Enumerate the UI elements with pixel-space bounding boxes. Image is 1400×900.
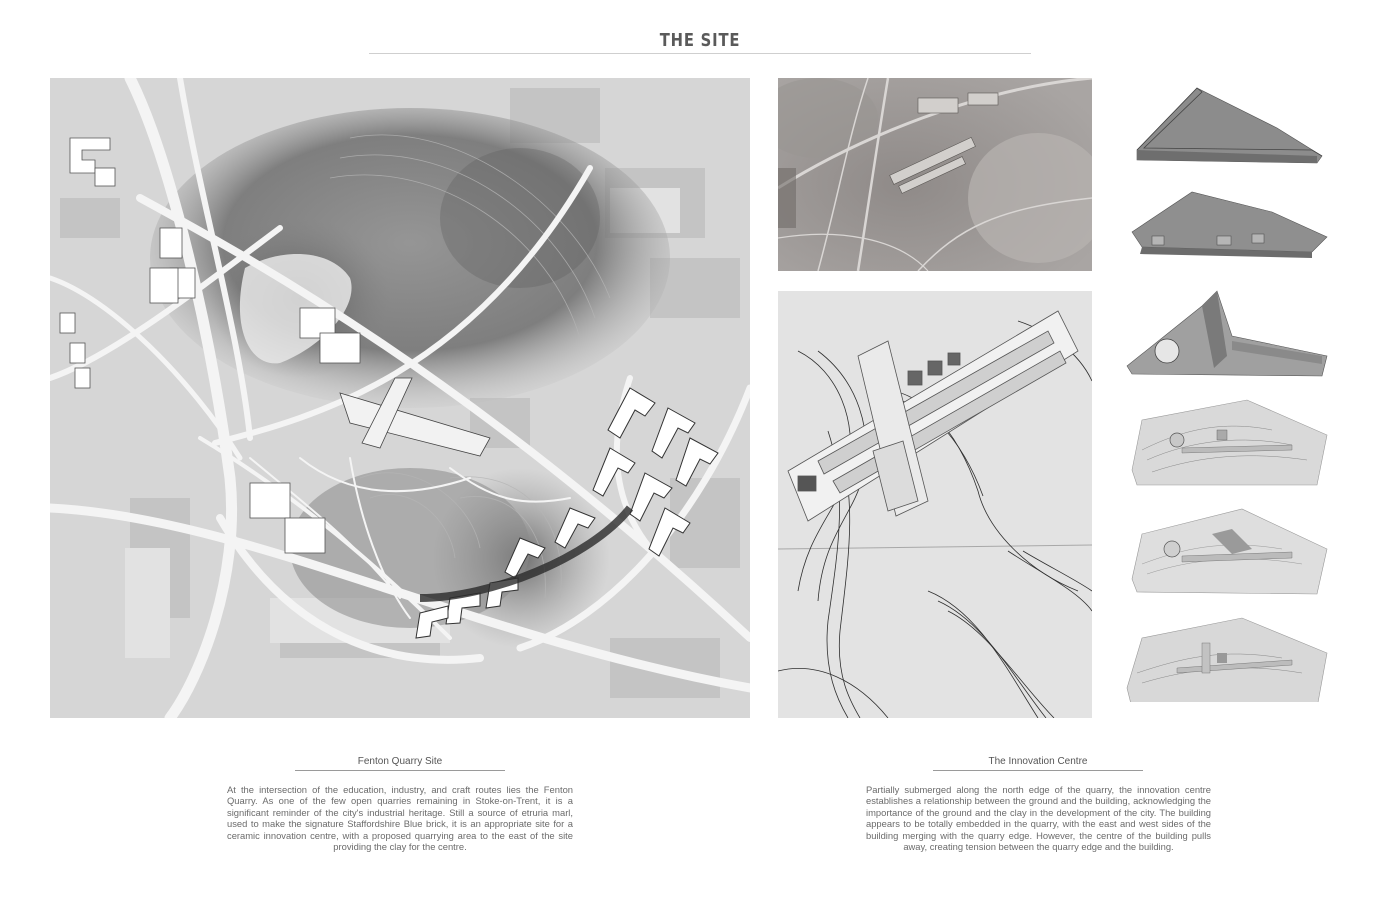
caption-left-rule bbox=[295, 770, 505, 771]
model-thumbnail-4 bbox=[1122, 390, 1332, 494]
caption-left-title: Fenton Quarry Site bbox=[357, 756, 443, 767]
model-thumbnail-6 bbox=[1122, 598, 1332, 702]
caption-left-body: At the intersection of the education, industry, and craft routes lies the Fenton Quarry. As one of the few open quarries remaining in Stoke-on-Trent, it is a significant reminder of the city's industrial heritage. Still a source of etruria marl, used to make the signature Staffordshire Blue brick, it is an appropriate site for a ceramic innovation centre, with a proposed quarrying area to the east of the site providing the clay for the centre. bbox=[227, 784, 573, 853]
page-title: THE SITE bbox=[659, 30, 741, 51]
caption-right-title: The Innovation Centre bbox=[988, 756, 1088, 767]
aerial-photo-image bbox=[778, 78, 1092, 271]
caption-right-body: Partially submerged along the north edge of the quarry, the innovation centre establishes a relationship between the ground and the building, acknowledging the importance of the ground and the clay in the development of the city. The building appears to be totally embedded in the quarry, with the east and west sides of the building merging with the quarry edge. However, the centre of the building pulls away, creating tension between the quarry edge and the building. bbox=[866, 784, 1211, 853]
model-top-view-image bbox=[778, 291, 1092, 718]
model-thumbnail-3 bbox=[1122, 286, 1332, 390]
title-rule bbox=[369, 53, 1031, 54]
model-thumbnail-2 bbox=[1122, 182, 1332, 286]
model-thumbnail-1 bbox=[1122, 78, 1332, 182]
caption-right-rule bbox=[933, 770, 1143, 771]
site-plan-image bbox=[50, 78, 750, 718]
model-thumbnail-5 bbox=[1122, 494, 1332, 598]
